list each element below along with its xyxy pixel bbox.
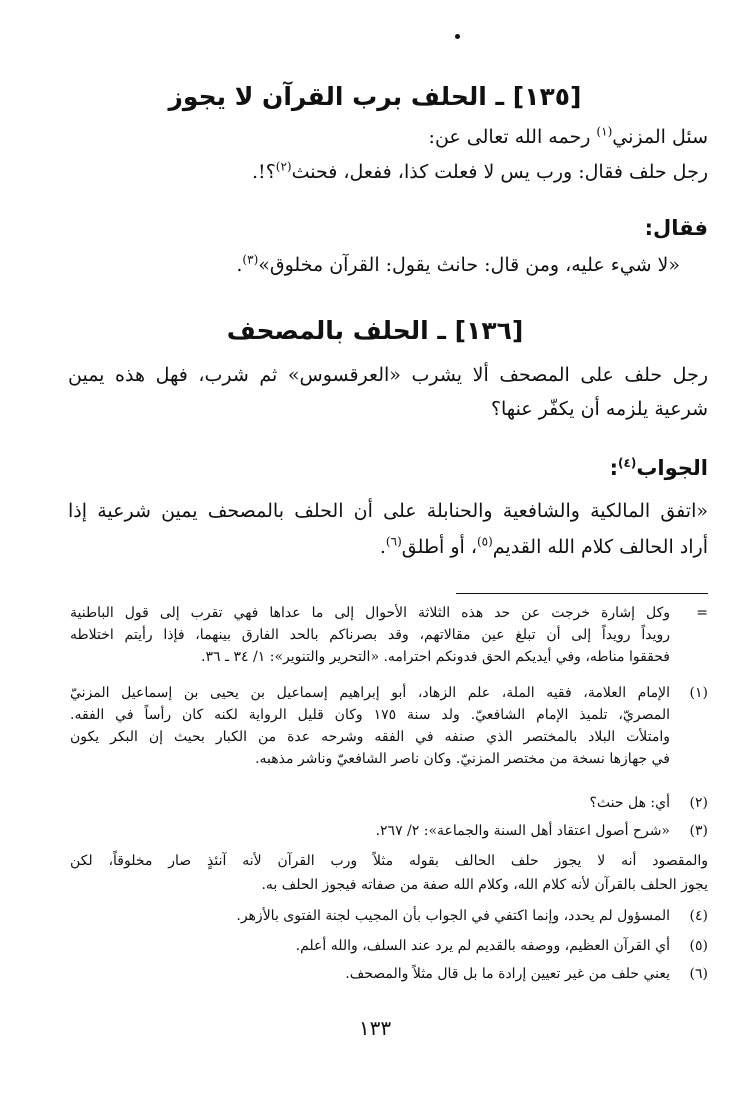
footnote-number: (٣)	[689, 823, 708, 839]
footnote-number: (١)	[689, 685, 708, 701]
footnote-line: أي: هل حنث؟	[589, 795, 670, 811]
footnote-ref-2[interactable]: (٢)	[275, 159, 292, 174]
footnote-line: أي القرآن العظيم، ووصفه بالقديم لم يرد عند السلف، والله أعلم.	[295, 938, 670, 954]
footnote-ref-6[interactable]: (٦)	[385, 534, 402, 549]
footnote-ref-5[interactable]: (٥)	[476, 534, 493, 549]
section-136-question-line-1: رجل حلف على المصحف ألا يشرب «العرقسوس» ثم شرب، فهل هذه يمين	[68, 364, 708, 386]
footnote-line: وكل إشارة خرجت عن حد هذه الثلاثة الأحوال إلى ما عداها فهي تقرب إلى قول الباطنية	[70, 605, 670, 621]
footnote-line: يجوز الحلف بالقرآن لأنه كلام الله، وكلام الله صفة من صفاته فيجوز الحلف به.	[261, 877, 708, 893]
footnote-number: =	[696, 605, 708, 621]
footnote-1	[70, 685, 708, 773]
section-136-answer-line-2: أراد الحالف كلام الله القديم$^{(٥)}$، أو أطلق$^{(٦)}$.	[379, 534, 708, 558]
footnote-2	[70, 795, 708, 817]
footnote-number: (٥)	[689, 938, 708, 954]
footnote-line: في جهازها نسخة من مختصر المزنيّ. وكان ناصر الشافعيّ وناشر مذهبه.	[255, 751, 670, 767]
footnote-line: المسؤول لم يحدد، وإنما اكتفي في الجواب بأن المجيب لجنة الفتوى بالأزهر.	[236, 908, 670, 924]
section-136-title: [١٣٦] ـ الحلف بالمصحف	[226, 316, 524, 345]
footnote-6	[70, 966, 708, 988]
footnote-3	[70, 823, 708, 845]
footnote-number: (٦)	[689, 966, 708, 982]
section-135-line-1: سئل المزني$^{(١)}$ رحمه الله تعالى عن:	[428, 124, 708, 148]
section-135-label: فقال:	[644, 216, 708, 240]
section-136-question-line-2: شرعية يلزمه أن يكفّر عنها؟	[490, 398, 708, 420]
footnote-line: المصريّ، تلميذ الإمام الشافعيّ. ولد سنة ١٧٥ وكان قليل الرواية لكنه كان رأساً في الفقه.	[70, 707, 670, 723]
page-number: ١٣٣	[358, 1016, 392, 1040]
page-mark	[455, 34, 460, 39]
footnote-number: (٤)	[689, 908, 708, 924]
footnote-separator	[456, 593, 708, 594]
footnote-5	[70, 938, 708, 960]
section-136-label: الجواب$^{(٤)}$:	[609, 456, 708, 480]
footnote-number: (٢)	[689, 795, 708, 811]
footnote-line: فحققوا مناطه، وفي أيديكم الحق فدونكم احترامه. «التحرير والتنوير»: ١/ ٣٤ ـ ٣٦.	[201, 649, 670, 665]
footnote-ref-4[interactable]: (٤)	[618, 456, 637, 470]
footnote-line: «شرح أصول اعتقاد أهل السنة والجماعة»: ٢/ ٢٦٧.	[375, 823, 670, 839]
footnote-line: والمقصود أنه لا يجوز حلف الحالف بقوله مثلاً ورب القرآن لأنه آنئذٍ صار مخلوقاً، لكن	[70, 853, 708, 869]
footnote-line: رويداً رويداً إلى أن تبلغ عين مقالاتهم، وقد بصرناكم بالحد الفارق بينهما، فإذا رأيتم اختلاطه	[70, 627, 670, 643]
section-135-title: [١٣٥] ـ الحلف برب القرآن لا يجوز	[168, 82, 582, 111]
footnote-3-note	[70, 853, 708, 897]
footnote-line: الإمام العلامة، فقيه الملة، علم الزهاد، أبو إبراهيم إسماعيل بن يحيى بن إسماعيل المزنيّ	[70, 685, 670, 701]
footnote-continuation	[70, 605, 708, 671]
footnote-line: وامتلأت البلاد بالمختصر الذي صنفه في الفقه وشرحه عدة من الكبار بحيث إن البكر يكون	[70, 729, 670, 745]
footnote-4	[70, 908, 708, 930]
section-136-answer-line-1: «اتفق المالكية والشافعية والحنابلة على أن الحلف بالمصحف يمين شرعية إذا	[68, 500, 708, 522]
footnote-ref-3[interactable]: (٣)	[242, 252, 259, 267]
section-135-line-2: رجل حلف فقال: ورب يس لا فعلت كذا، ففعل، فحنث$^{(٢)}$؟!.	[252, 159, 708, 183]
footnote-line: يعني حلف من غير تعيين إرادة ما بل قال مثلاً والمصحف.	[345, 966, 670, 982]
section-135-answer: «لا شيء عليه، ومن قال: حانث يقول: القرآن مخلوق»$^{(٣)}$.	[236, 252, 680, 276]
footnote-ref-1[interactable]: (١)	[596, 124, 613, 139]
